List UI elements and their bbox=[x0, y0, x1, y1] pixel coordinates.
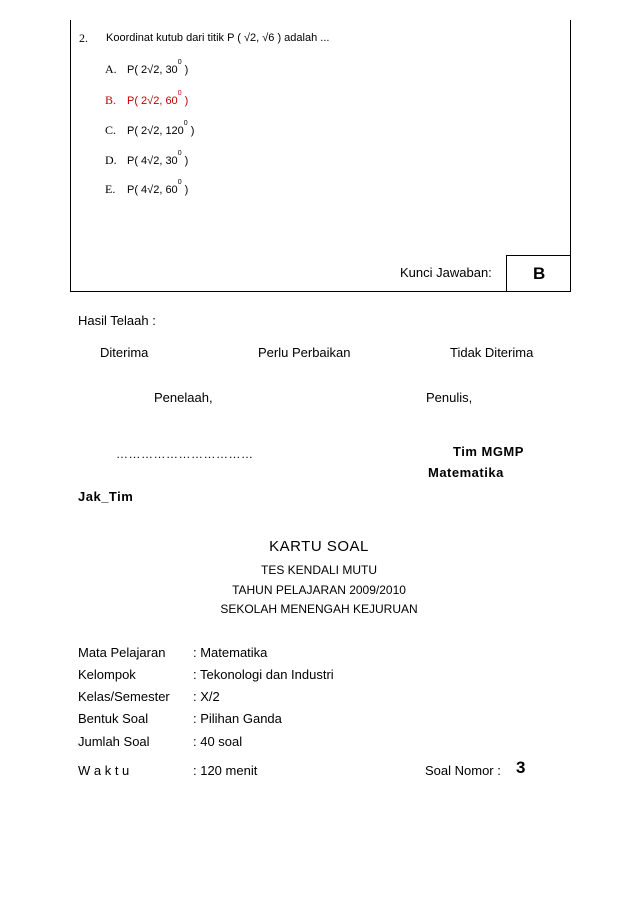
degree-superscript: 0 bbox=[177, 59, 182, 66]
soal-nomor-value: 3 bbox=[516, 758, 526, 777]
review-option-rejected: Tidak Diterima bbox=[450, 345, 534, 360]
degree-superscript: 0 bbox=[177, 179, 182, 186]
soal-nomor-label: Soal Nomor : bbox=[425, 763, 501, 778]
answer-key-label: Kunci Jawaban: bbox=[400, 265, 492, 280]
field-value-count: : 40 soal bbox=[193, 734, 243, 749]
option-letter: C. bbox=[105, 123, 117, 137]
field-label-subject: Mata Pelajaran bbox=[78, 645, 166, 660]
field-value-time: : 120 menit bbox=[193, 763, 258, 778]
option-c bbox=[105, 120, 195, 138]
field-label-group: Kelompok bbox=[78, 667, 136, 682]
option-letter: E. bbox=[105, 182, 116, 196]
question-text: Koordinat kutub dari titik P ( √2, √6 ) adalah ... bbox=[106, 32, 330, 44]
answer-key-value: B bbox=[533, 264, 546, 283]
option-letter: B. bbox=[105, 93, 117, 107]
option-letter: D. bbox=[105, 153, 117, 167]
signature-dots: …………………………… bbox=[116, 447, 254, 461]
option-value: P( 2√2, 30 bbox=[127, 64, 178, 76]
option-b bbox=[105, 90, 189, 108]
option-value: P( 4√2, 30 bbox=[127, 155, 178, 167]
field-label-count: Jumlah Soal bbox=[78, 734, 150, 749]
degree-superscript: 0 bbox=[177, 90, 182, 97]
card-subtitle-1: TES KENDALI MUTU bbox=[260, 563, 377, 577]
option-tail: ) bbox=[187, 125, 195, 137]
jak-tim: Jak_Tim bbox=[78, 489, 134, 504]
review-option-accepted: Diterima bbox=[100, 345, 149, 360]
question-number: 2. bbox=[79, 31, 88, 45]
option-value: P( 2√2, 60 bbox=[127, 95, 178, 107]
reviewer-label: Penelaah, bbox=[154, 390, 213, 405]
option-value: P( 4√2, 60 bbox=[127, 184, 178, 196]
field-label-class: Kelas/Semester bbox=[78, 689, 170, 704]
option-d bbox=[105, 150, 189, 168]
field-value-class: : X/2 bbox=[193, 689, 220, 704]
option-a bbox=[105, 59, 189, 77]
card-title: KARTU SOAL bbox=[269, 538, 369, 555]
field-value-subject: : Matematika bbox=[193, 645, 268, 660]
option-letter: A. bbox=[105, 62, 117, 76]
review-heading: Hasil Telaah : bbox=[78, 313, 156, 328]
review-option-revision: Perlu Perbaikan bbox=[258, 345, 351, 360]
option-tail: ) bbox=[181, 64, 189, 76]
option-tail: ) bbox=[181, 155, 189, 167]
writer-name-line2: Matematika bbox=[428, 465, 504, 480]
option-value: P( 2√2, 120 bbox=[127, 125, 184, 137]
field-value-group: : Tekonologi dan Industri bbox=[193, 667, 334, 682]
card-subtitle-3: SEKOLAH MENENGAH KEJURUAN bbox=[220, 602, 418, 616]
writer-label: Penulis, bbox=[426, 390, 473, 405]
option-tail: ) bbox=[181, 95, 189, 107]
field-value-format: : Pilihan Ganda bbox=[193, 711, 282, 726]
option-e bbox=[105, 179, 189, 197]
field-label-time: W a k t u bbox=[78, 763, 130, 778]
degree-superscript: 0 bbox=[177, 150, 182, 157]
card-subtitle-2: TAHUN PELAJARAN 2009/2010 bbox=[232, 583, 406, 597]
degree-superscript: 0 bbox=[183, 120, 188, 127]
writer-name-line1: Tim MGMP bbox=[453, 444, 524, 459]
option-tail: ) bbox=[181, 184, 189, 196]
field-label-format: Bentuk Soal bbox=[78, 711, 149, 726]
